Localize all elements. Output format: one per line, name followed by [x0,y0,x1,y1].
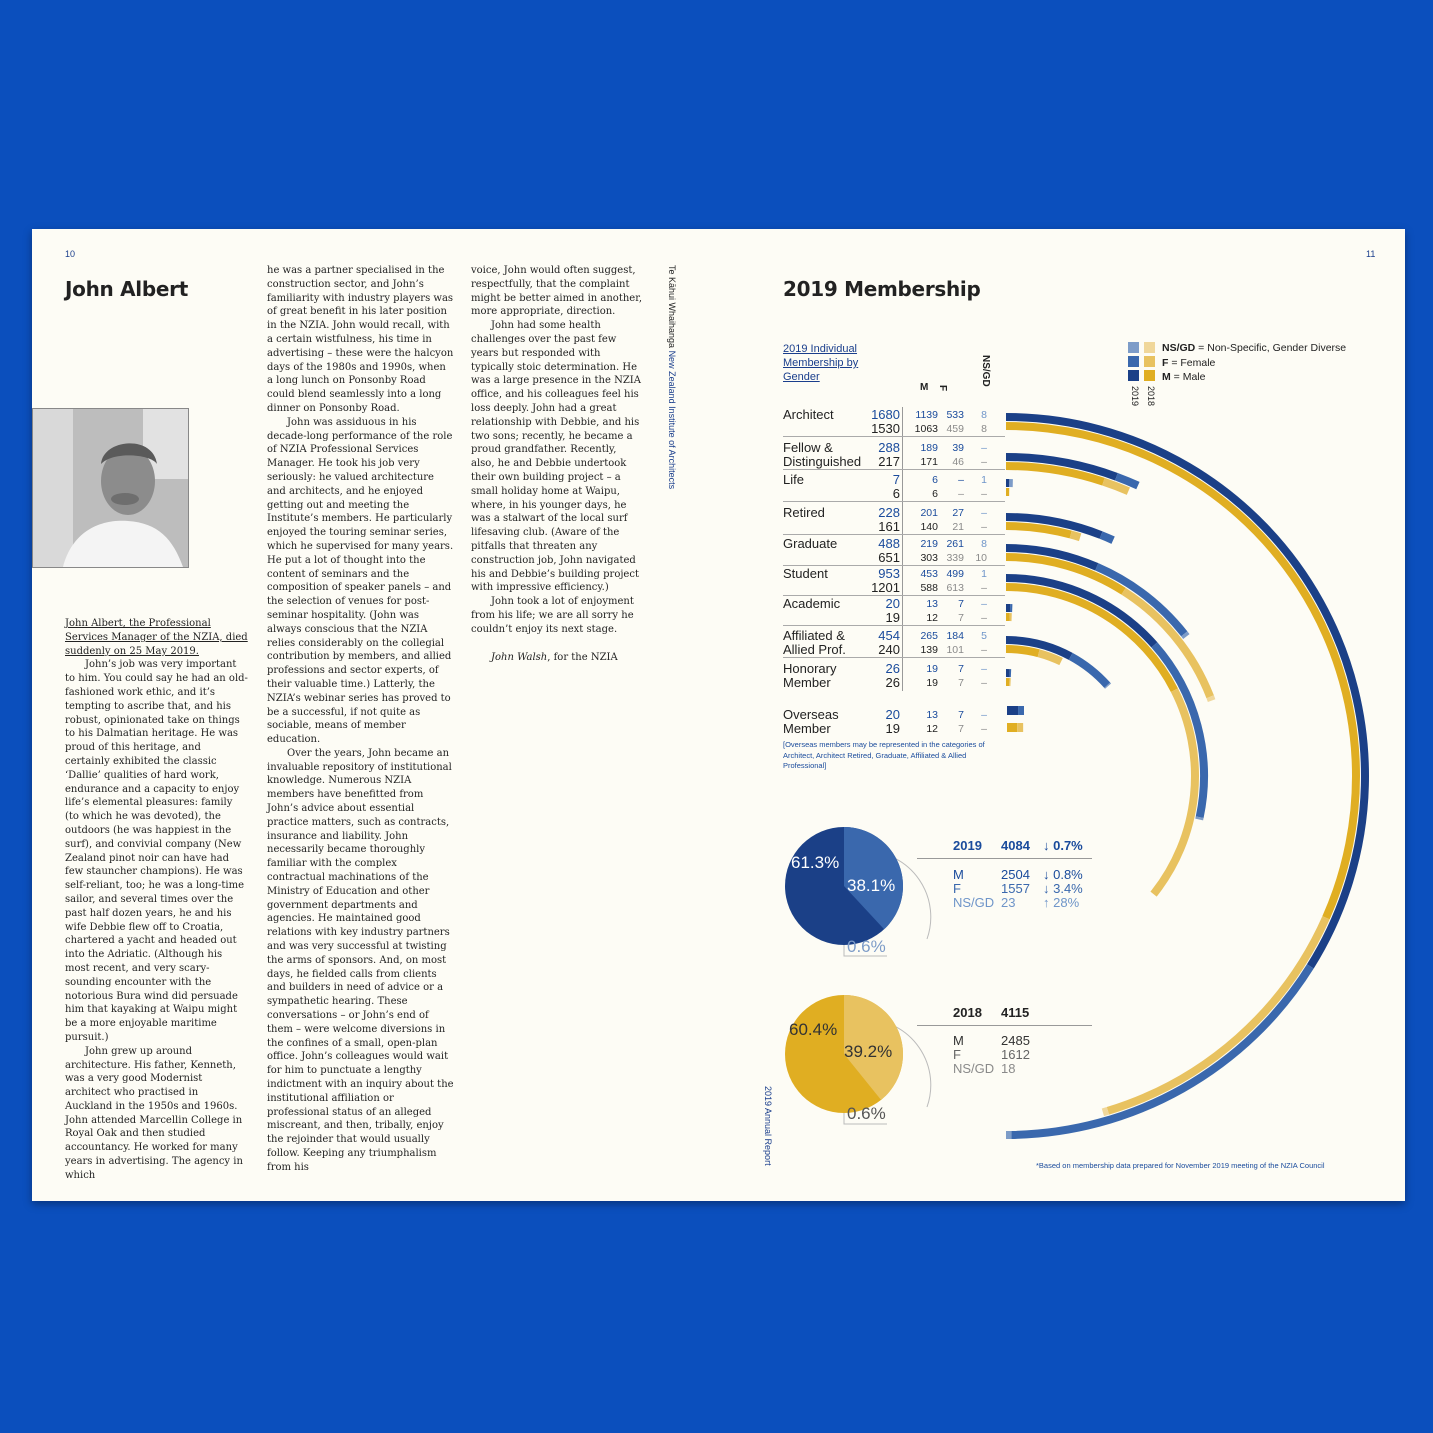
legend-text [1162,341,1346,385]
row-f-2019: – [958,474,964,486]
page-number-right: 11 [1366,249,1376,259]
article-paragraph: John grew up around architecture. His father, Kenneth, was a very good Modernist architect who practised in Auckland in the 1950s and 1960s. John attended Marcellin College in Royal Oak and then studied accountancy. He worked for many years in advertising. The agency in which [65,1045,243,1181]
column-header-m: M [920,382,929,393]
pie-2018-ns-label: 0.6% [847,1104,886,1123]
column-header-f: F [937,385,948,392]
arc-2018-segment [1103,1111,1108,1112]
row-ns-2018: – [981,677,987,689]
table-heading: 2019 Individual Membership by Gender [783,343,859,383]
stats-2019-m-label: M [953,867,964,882]
legend-swatch-ns-2019 [1128,342,1139,353]
article-paragraph: John’s job was very important to him. You could say he had an old-fashioned work ethic, and it’s tempting to ascribe that, and his robust, opinionated take on things to his Dalmatian heritage. He was proud of this heritage, and certainly exhibited the classic ‘Dallie’ qualities of hard work, endurance and a capacity to enjoy life’s elemental pleasures: family (to which he was devoted), the outdoors (he was happiest in the surf), and convivial company (New Zealand pinot noir can have had few stauncher champions). He was self-reliant, too; he was a long-time sailor, and several times over the past half dozen years, he and his wife Debbie flew off to Croatia, chartered a yacht and headed out into the Adriatic. (Although his most recent, and very scary-sounding encounter with the notorious Bura wind did persuade him that kayaking at Waipu might be a more enjoyable maritime pursuit.) [65,659,248,1043]
row-divider [783,534,1005,535]
stats-2019-ns-change: ↑ 28% [1043,895,1080,910]
row-f-2018: 7 [958,677,964,689]
row-total-2019: 488 [878,536,900,551]
row-label-2: Member [783,675,831,690]
row-label: Graduate [783,536,838,551]
arc-2019-segment [1184,634,1186,637]
legend-f: F = Female [1162,356,1216,369]
row-label-2: Member [783,721,831,736]
row-ns-2019: 5 [981,630,987,642]
article-paragraph: John took a lot of enjoyment from his life; we are all sorry he couldn’t enjoy its next stage. [471,596,634,635]
row-total-2018: 6 [892,486,900,501]
article-paragraph: John was assiduous in his decade-long performance of the role of NZIA Professional Services Manager. He took his job very seriously: he valued architecture and architects, and he enjoyed getting out and meeting the Institute’s members. He particularly enjoyed the touring seminar series, which he supervised for many years. He put a lot of thought into the content of seminars and the composition of speaker panels – and the selection of venues for post-seminar hospitality. (John was always conscious that the NZIA relies considerably on the collegial contribution by members, and allied professions and sector experts, of their valuable time.) Latterly, the NZIA’s webinar series has proved to be a successful, if not quite as sociable, means of member education. [267,416,454,746]
row-f-2019: 533 [946,409,964,421]
row-ns-2019: – [981,598,987,610]
row-m-2018: 140 [920,521,938,533]
row-label: Architect [783,407,834,422]
article-paragraph: he was a partner specialised in the construction sector, and John’s familiarity with industry players was of great benefit in his later position in the NZIA. John would recall, with a certain wistfulness, his time in advertising – these were the halcyon days of the 1980s and 1990s, when a long lunch on Ponsonby Road could blend seamlessly into a long dinner on Ponsonby Road. [267,265,454,414]
arc-2018-segment [1210,697,1211,701]
page-number-left: 10 [65,249,76,259]
footnote: *Based on membership data prepared for November 2019 meeting of the NZIA Council [1036,1161,1325,1170]
row-ns-2019: 1 [981,474,987,486]
row-total-2019: 26 [885,661,900,676]
row-f-2019: 39 [952,442,964,454]
legend-swatch-ns-2018 [1144,342,1155,353]
row-label: Academic [783,596,841,611]
article-title: John Albert [65,277,188,301]
row-m-2018: 171 [920,456,938,468]
row-m-2018: 12 [926,723,938,735]
arc-2018-segment [1006,649,1039,653]
row-m-2018: 588 [920,582,938,594]
article-signature: John Walsh, for the NZIA [491,651,618,663]
stats-2019-f-label: F [953,881,961,896]
arc-2018-segment [1006,526,1071,535]
row-total-2018: 19 [885,721,900,736]
row-label-2: Allied Prof. [783,642,846,657]
row-total-2018: 651 [878,550,900,565]
stats-2018-rule [917,1025,1092,1026]
row-total-2019: 20 [885,707,900,722]
arc-2019-segment [1071,656,1108,685]
article-lead: John Albert, the Professional Services Manager of the NZIA, died suddenly on 25 May 2019. [65,618,248,657]
row-m-2019: 13 [926,598,938,610]
row-m-2019: 219 [920,538,938,550]
publication-sidebar-text: Te Kāhui Whaihanga New Zealand Institute of Architects [667,265,677,490]
row-ns-2019: – [981,442,987,454]
row-m-2018: 139 [920,644,938,656]
stats-2019-ns-label: NS/GD [953,895,995,910]
row-total-2019: 1680 [871,407,900,422]
row-ns-2018: 10 [975,552,987,564]
row-label: Honorary [783,661,837,676]
row-divider [783,625,1005,626]
stats-2019-f-value: 1557 [1001,881,1030,896]
row-m-2019: 1139 [915,409,938,421]
row-ns-2019: – [981,663,987,675]
row-m-2019: 453 [920,568,938,580]
overseas-bar-2018-m [1007,723,1017,732]
legend-ns: NS/GD = Non-Specific, Gender Diverse [1162,342,1347,354]
row-label-2: Distinguished [783,454,862,469]
row-m-2018: 1063 [914,423,938,435]
row-f-2018: 7 [958,612,964,624]
row-f-2019: 184 [946,630,964,642]
arc-2018-segment [1108,918,1326,1111]
row-ns-2019: – [981,709,987,721]
row-total-2019: 7 [892,472,900,487]
row-total-2018: 1530 [871,421,900,436]
pie-2019-ns-label: 0.6% [847,937,886,956]
row-ns-2019: 8 [981,409,987,421]
row-f-2018: 459 [946,423,964,435]
overseas-note: [Overseas members may be represented in the categories of Architect, Architect Retired, Graduate, Affiliated & Allied Professional] [783,740,985,770]
legend-year-2018: 2018 [1146,386,1156,407]
row-label: Overseas [783,707,839,722]
row-ns-2018: – [981,644,987,656]
row-ns-2018: – [981,521,987,533]
overseas-bar-2018-f [1017,723,1023,732]
stats-2018-m-value: 2485 [1001,1033,1030,1048]
row-divider [783,436,1005,437]
row-total-2018: 240 [878,642,900,657]
row-label: Retired [783,505,825,520]
row-divider [783,657,1005,658]
row-label: Life [783,472,804,487]
row-ns-2018: 8 [981,423,987,435]
stats-2019-f-change: ↓ 3.4% [1043,881,1083,896]
stats-2018-ns-value: 18 [1001,1061,1016,1076]
legend-year-2019: 2019 [1130,386,1140,407]
arc-2018-segment [1154,690,1195,894]
row-m-2019: 13 [926,709,938,721]
section-title: 2019 Membership [783,277,981,301]
row-total-2019: 228 [878,505,900,520]
row-m-2018: 6 [932,488,938,500]
row-f-2019: 27 [952,507,964,519]
row-divider [783,501,1005,502]
pie-2019-m-label: 61.3% [791,853,840,872]
row-total-2018: 26 [885,675,900,690]
legend-m: M = Male [1162,371,1206,383]
row-ns-2018: – [981,723,987,735]
stats-2019-total-change: ↓ 0.7% [1043,838,1083,853]
overseas-bar-2019-f [1018,706,1024,715]
row-f-2019: 261 [946,538,964,550]
stats-2018-f-value: 1612 [1001,1047,1030,1062]
row-label: Student [783,566,828,581]
row-total-2018: 19 [885,610,900,625]
legend-swatch-m-2018 [1144,370,1155,381]
stats-2019-year: 2019 [953,838,982,853]
row-ns-2018: – [981,456,987,468]
pie-2019-f-label: 38.1% [847,876,896,895]
row-ns-2018: – [981,612,987,624]
arc-2019-segment [1107,685,1108,686]
row-total-2018: 217 [878,454,900,469]
stats-2019-m-value: 2504 [1001,867,1030,882]
row-f-2018: 46 [952,456,964,468]
stats-2018-m-label: M [953,1033,964,1048]
row-f-2018: 21 [952,521,964,533]
table-divider [902,407,903,691]
row-ns-2019: 1 [981,568,987,580]
row-ns-2019: 8 [981,538,987,550]
row-f-2019: 7 [958,709,964,721]
magazine-spread [32,229,1405,1201]
stats-2019-m-change: ↓ 0.8% [1043,867,1083,882]
article-paragraph: Over the years, John became an invaluable repository of institutional knowledge. Numerous NZIA members have benefitted from John’s advice about essential practice matters, such as contracts, insurance and liability. John necessarily became thoroughly familiar with the complex contractual machinations of the Ministry of Education and other government departments and agencies. He maintained good relations with key industry partners and was very successful at twisting the arms of sponsors. And, on most days, he fielded calls from clients and builders in need of advice or a sympathetic hearing. These conversations – or John’s end of them – were welcome diversions in the confines of a small, open-plan office. John’s colleagues would wait for him to punctuate a lengthy indictment with an inquiry about the institutional affiliation or professional status of an alleged miscreant, and then, tribally, enjoy the rejoinder that would usually follow. Keeping any triumphalism from his [267,747,454,1173]
row-m-2019: 6 [932,474,938,486]
row-total-2019: 454 [878,628,900,643]
article-paragraph: voice, John would often suggest, respectfully, that the complaint might be better aimed in another, more appropriate, direction. [471,265,643,318]
overseas-bar-2019-m [1007,706,1018,715]
arc-2019-segment [1199,817,1200,819]
row-total-2019: 953 [878,566,900,581]
row-m-2018: 19 [926,677,938,689]
row-divider [783,469,1005,470]
stats-2018-year: 2018 [953,1005,982,1020]
row-m-2019: 265 [920,630,938,642]
column-header-ns: NS/GD [980,355,991,387]
row-m-2018: 12 [926,612,938,624]
stats-2019-rule [917,858,1092,859]
stats-2019-total: 4084 [1001,838,1030,853]
row-f-2019: 7 [958,663,964,675]
arc-2019-segment [1101,535,1113,540]
stats-2018-total: 4115 [1001,1005,1030,1020]
row-total-2019: 288 [878,440,900,455]
row-total-2018: 1201 [871,580,900,595]
row-f-2018: 101 [946,644,964,656]
row-total-2019: 20 [885,596,900,611]
row-ns-2019: – [981,507,987,519]
row-total-2018: 161 [878,519,900,534]
stats-2018-f-label: F [953,1047,961,1062]
row-m-2019: 189 [920,442,938,454]
row-ns-2018: – [981,582,987,594]
article-paragraph: John had some health challenges over the past few years but responded with typically stoic determination. He was a large presence in the NZIA office, and his colleagues feel his loss deeply. John had a great relationship with Debbie, and his two sons; recently, he became a proud grandfather. Recently, also, he and Debbie undertook their own building project – a small holiday home at Waipu, where, in his younger days, he was a stalwart of the local surf lifesaving club. (Aware of the pitfalls that threaten any construction job, John navigated his and Debbie’s building project with impressive efficiency.) [471,320,641,594]
stats-2018-ns-label: NS/GD [953,1061,995,1076]
legend-swatch-f-2018 [1144,356,1155,367]
row-ns-2018: – [981,488,987,500]
row-m-2019: 201 [920,507,938,519]
arc-2018-segment [1071,535,1080,538]
row-f-2018: 339 [946,552,964,564]
legend-swatch-f-2019 [1128,356,1139,367]
legend-swatch-m-2019 [1128,370,1139,381]
row-m-2019: 19 [926,663,938,675]
row-f-2019: 7 [958,598,964,610]
row-f-2018: 7 [958,723,964,735]
stats-2019-ns-value: 23 [1001,895,1016,910]
annual-report-sidebar-text: 2019 Annual Report [763,1086,773,1166]
row-label: Fellow & [783,440,833,455]
row-f-2018: – [958,488,964,500]
arc-2019-segment [1011,966,1310,1135]
row-f-2018: 613 [946,582,964,594]
row-label: Affiliated & [783,628,845,643]
pie-2018-f-label: 39.2% [844,1042,893,1061]
row-f-2019: 499 [946,568,964,580]
pie-2018-m-label: 60.4% [789,1020,838,1039]
row-m-2018: 303 [920,552,938,564]
